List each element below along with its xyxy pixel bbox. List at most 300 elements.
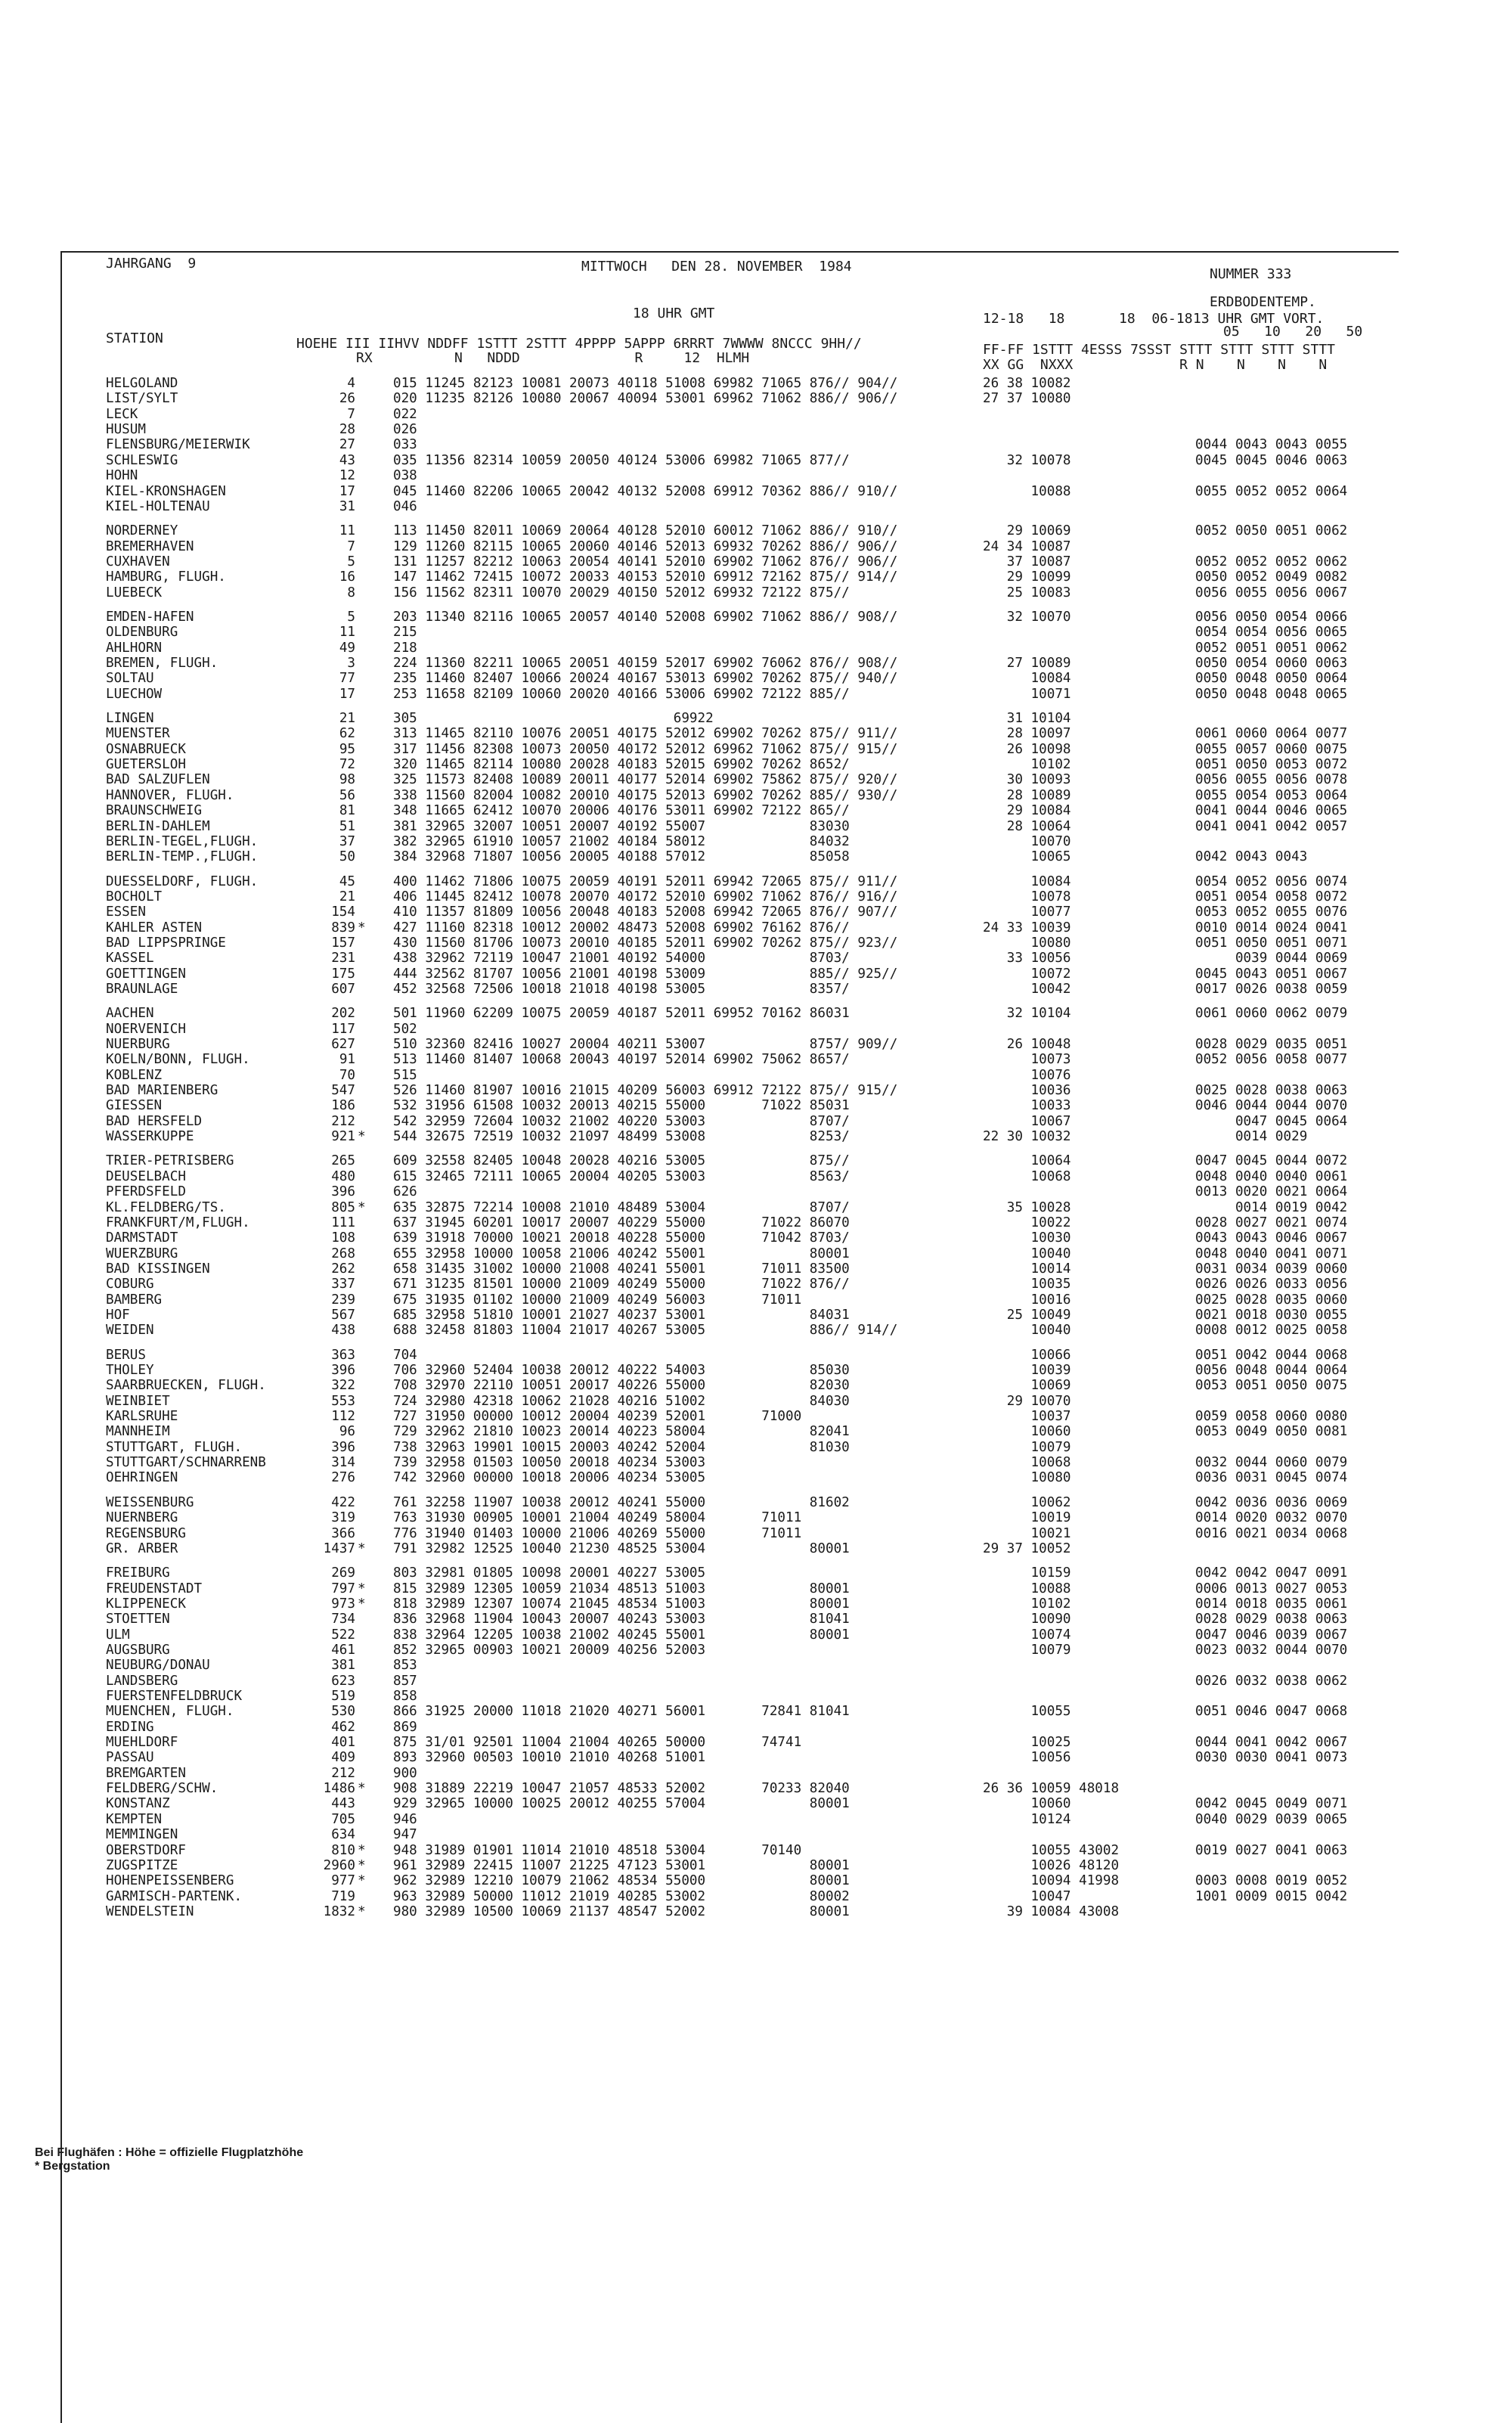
soil-temperatures: 0055 0054 0053 0064	[1195, 787, 1348, 803]
station-height: 72	[339, 757, 355, 773]
observation-groups: 761 32258 11907 10038 20012 40241 55000 81602	[393, 1494, 850, 1510]
observation-groups: 818 32989 12307 10074 21045 48534 51003 80001	[393, 1596, 850, 1612]
soil-temperatures: 0028 0029 0038 0063	[1195, 1612, 1348, 1627]
station-height: 839	[331, 920, 355, 935]
observation-groups: 215	[393, 625, 417, 641]
observation-groups: 033	[393, 437, 417, 453]
wind-temp-groups: 29 10084	[983, 803, 1071, 819]
wind-temp-groups: 10033	[983, 1098, 1071, 1114]
station-name: GOETTINGEN	[106, 966, 186, 982]
station-name: WENDELSTEIN	[106, 1903, 194, 1919]
station-name: HAMBURG, FLUGH.	[106, 569, 226, 585]
station-height: 43	[339, 452, 355, 468]
footnote-mountain: * Bergstation	[35, 2160, 110, 2173]
soil-temperatures: 0061 0060 0064 0077	[1195, 726, 1348, 742]
station-height: 530	[331, 1704, 355, 1720]
mountain-station-mark: *	[358, 1129, 366, 1145]
station-height: 98	[339, 772, 355, 788]
wind-temp-groups: 10072	[983, 966, 1071, 982]
station-height: 319	[331, 1510, 355, 1526]
station-height: 634	[331, 1827, 355, 1843]
wind-temp-groups: 10079	[983, 1439, 1071, 1455]
station-height: 11	[339, 625, 355, 641]
station-height: 7	[347, 406, 355, 422]
soil-temperatures: 0052 0056 0058 0077	[1195, 1052, 1348, 1068]
soil-temperatures: 0056 0055 0056 0078	[1195, 772, 1348, 788]
mountain-station-mark: *	[358, 1540, 366, 1556]
wind-temp-groups: 10124	[983, 1811, 1071, 1827]
station-height: 547	[331, 1083, 355, 1098]
wind-temp-groups: 32 10070	[983, 609, 1071, 625]
observation-groups: 980 32989 10500 10069 21137 48547 52002 80001	[393, 1903, 850, 1919]
station-name: KASSEL	[106, 951, 154, 966]
wind-temp-groups: 10025	[983, 1735, 1071, 1750]
station-name: BAD LIPPSPRINGE	[106, 935, 226, 951]
soil-temperatures: 0053 0049 0050 0081	[1195, 1424, 1348, 1440]
observation-groups: 452 32568 72506 10018 21018 40198 53005 8357/	[393, 981, 850, 997]
observation-groups: 501 11960 62209 10075 20059 40187 52011 69952 70162 86031	[393, 1006, 850, 1022]
ff-header-2: XX GG NXXX R N N N N	[983, 357, 1328, 373]
station-name: BERLIN-TEGEL,FLUGH.	[106, 833, 259, 849]
station-height: 396	[331, 1184, 355, 1200]
observation-groups: 609 32558 82405 10048 20028 40216 53005 875//	[393, 1153, 850, 1169]
wind-temp-groups: 30 10093	[983, 772, 1071, 788]
station-name: SOLTAU	[106, 671, 154, 687]
soil-temperatures: 0045 0043 0051 0067	[1195, 966, 1348, 982]
wind-temp-groups: 10040	[983, 1246, 1071, 1261]
observation-groups: 853	[393, 1658, 417, 1674]
wind-temp-groups: 10055 43002	[983, 1842, 1120, 1858]
observation-groups: 675 31935 01102 10000 21009 40249 56003 71011	[393, 1292, 802, 1308]
station-height: 1486	[323, 1781, 355, 1797]
observation-groups: 858	[393, 1689, 417, 1704]
observation-groups: 427 11160 82318 10012 20002 48473 52008 69902 76162 876//	[393, 920, 850, 935]
station-name: HOHENPEISSENBERG	[106, 1873, 234, 1889]
soil-temperatures: 0039 0044 0069	[1195, 951, 1348, 966]
wind-temp-groups: 10069	[983, 1378, 1071, 1394]
station-height: 108	[331, 1230, 355, 1246]
soil-temperatures: 0023 0032 0044 0070	[1195, 1642, 1348, 1658]
station-name: WEISSENBURG	[106, 1494, 194, 1510]
mountain-station-mark: *	[358, 1857, 366, 1873]
station-height: 62	[339, 726, 355, 742]
station-height: 117	[331, 1021, 355, 1037]
station-name: LECK	[106, 406, 138, 422]
soil-temperatures: 0043 0043 0046 0067	[1195, 1230, 1348, 1246]
soil-temperatures: 0026 0032 0038 0062	[1195, 1673, 1348, 1689]
wind-temp-groups: 24 33 10039	[983, 920, 1071, 935]
observation-groups: 838 32964 12205 10038 21002 40245 55001 80001	[393, 1627, 850, 1643]
soil-temperatures: 0021 0018 0030 0055	[1195, 1307, 1348, 1323]
station-height: 973	[331, 1596, 355, 1612]
soil-temperatures: 0031 0034 0039 0060	[1195, 1261, 1348, 1277]
station-name: KAHLER ASTEN	[106, 920, 203, 935]
station-name: OLDENBURG	[106, 625, 178, 641]
soil-temperatures: 0028 0029 0035 0051	[1195, 1037, 1348, 1052]
wind-temp-groups: 24 34 10087	[983, 538, 1071, 554]
observation-groups: 235 11460 82407 10066 20024 40167 53013 69902 70262 875// 940//	[393, 671, 898, 687]
observation-groups: 444 32562 81707 10056 21001 40198 53009 885// 925//	[393, 966, 898, 982]
soil-temperatures: 0040 0029 0039 0065	[1195, 1811, 1348, 1827]
observation-groups: 320 11465 82114 10080 20028 40183 52015 69902 70262 8652/	[393, 757, 850, 773]
wind-temp-groups: 10076	[983, 1067, 1071, 1083]
wind-temp-groups: 10026 48120	[983, 1857, 1120, 1873]
station-height: 12	[339, 468, 355, 484]
observation-groups: 218	[393, 640, 417, 656]
wind-temp-groups: 10084	[983, 671, 1071, 687]
soil-temperatures: 0056 0055 0056 0067	[1195, 585, 1348, 600]
observation-groups: 655 32958 10000 10058 21006 40242 55001 80001	[393, 1246, 850, 1261]
station-name: NUERNBERG	[106, 1510, 178, 1526]
station-name: LANDSBERG	[106, 1673, 178, 1689]
station-name: HANNOVER, FLUGH.	[106, 787, 234, 803]
wind-temp-groups: 10067	[983, 1113, 1071, 1129]
station-name: ULM	[106, 1627, 130, 1643]
station-height: 322	[331, 1378, 355, 1394]
wind-temp-groups: 32 10104	[983, 1006, 1071, 1022]
station-col-header: STATION	[106, 330, 163, 346]
observation-groups: 325 11573 82408 10089 20011 40177 52014 69902 75862 875// 920//	[393, 772, 898, 788]
station-height: 231	[331, 951, 355, 966]
observation-groups: 131 11257 82212 10063 20054 40141 52010 69902 71062 876// 906//	[393, 554, 898, 569]
observation-groups: 406 11445 82412 10078 20070 40172 52010 69902 71062 876// 916//	[393, 889, 898, 904]
station-height: 519	[331, 1689, 355, 1704]
station-name: DUESSELDORF, FLUGH.	[106, 873, 259, 889]
observation-groups: 671 31235 81501 10000 21009 40249 55000 71022 876//	[393, 1277, 850, 1292]
wind-temp-groups: 10055	[983, 1704, 1071, 1720]
station-height: 977	[331, 1873, 355, 1889]
soil-temperatures: 0041 0041 0042 0057	[1195, 818, 1348, 834]
soil-temperatures: 0048 0040 0040 0061	[1195, 1168, 1348, 1184]
wind-temp-groups: 28 10097	[983, 726, 1071, 742]
wind-temp-groups: 29 37 10052	[983, 1540, 1071, 1556]
station-height: 1437	[323, 1540, 355, 1556]
wind-temp-groups: 26 10098	[983, 741, 1071, 757]
wind-temp-groups: 26 10048	[983, 1037, 1071, 1052]
station-name: BRAUNLAGE	[106, 981, 178, 997]
wind-temp-groups: 10066	[983, 1347, 1071, 1363]
soil-temperatures: 0044 0043 0043 0055	[1195, 437, 1348, 453]
station-height: 705	[331, 1811, 355, 1827]
station-height: 396	[331, 1363, 355, 1378]
station-height: 81	[339, 803, 355, 819]
soil-temperatures: 0042 0043 0043	[1195, 849, 1308, 865]
station-name: FRANKFURT/M,FLUGH.	[106, 1215, 250, 1230]
observation-groups: 113 11450 82011 10069 20064 40128 52010 60012 71062 886// 910//	[393, 523, 898, 539]
wind-temp-groups: 25 10049	[983, 1307, 1071, 1323]
soil-temperatures: 0041 0044 0046 0065	[1195, 803, 1348, 819]
station-height: 112	[331, 1409, 355, 1424]
station-height: 276	[331, 1470, 355, 1486]
station-height: 422	[331, 1494, 355, 1510]
station-height: 37	[339, 833, 355, 849]
soil-temperatures: 0051 0042 0044 0068	[1195, 1347, 1348, 1363]
wind-temp-groups: 10039	[983, 1363, 1071, 1378]
observation-groups: 639 31918 70000 10021 20018 40228 55000 71042 8703/	[393, 1230, 850, 1246]
station-name: GARMISCH-PARTENK.	[106, 1888, 243, 1904]
observation-groups: 317 11456 82308 10073 20050 40172 52012 69962 71062 875// 915//	[393, 741, 898, 757]
wind-temp-groups: 10021	[983, 1525, 1071, 1541]
soil-temperatures: 0051 0050 0051 0071	[1195, 935, 1348, 951]
wind-temp-groups: 10079	[983, 1642, 1071, 1658]
observation-groups: 869	[393, 1719, 417, 1735]
station-name: BREMGARTEN	[106, 1765, 186, 1781]
wind-temp-groups: 10159	[983, 1565, 1071, 1581]
station-name: GIESSEN	[106, 1098, 163, 1114]
station-height: 567	[331, 1307, 355, 1323]
wind-temp-groups: 10102	[983, 757, 1071, 773]
obs-time-header: 18 UHR GMT	[633, 306, 715, 321]
station-name: PFERDSFELD	[106, 1184, 186, 1200]
station-height: 51	[339, 818, 355, 834]
station-height: 50	[339, 849, 355, 865]
mountain-station-mark: *	[358, 1781, 366, 1797]
station-height: 239	[331, 1292, 355, 1308]
station-name: PASSAU	[106, 1750, 154, 1766]
observation-groups: 430 11560 81706 10073 20010 40185 52011 69902 70262 875// 923//	[393, 935, 898, 951]
observation-groups: 866 31925 20000 11018 21020 40271 56001 72841 81041	[393, 1704, 850, 1720]
station-height: 8	[347, 585, 355, 600]
soil-temperatures: 0014 0020 0032 0070	[1195, 1510, 1348, 1526]
station-name: BAD KISSINGEN	[106, 1261, 210, 1277]
station-name: BOCHOLT	[106, 889, 163, 904]
station-height: 1832	[323, 1903, 355, 1919]
station-name: BERUS	[106, 1347, 146, 1363]
col-depths-header: 05 10 20 50	[1223, 324, 1363, 340]
soil-temperatures: 0036 0031 0045 0074	[1195, 1470, 1348, 1486]
wind-temp-groups: 10065	[983, 849, 1071, 865]
station-name: TRIER-PETRISBERG	[106, 1153, 234, 1169]
wind-temp-groups: 31 10104	[983, 711, 1071, 726]
station-name: ESSEN	[106, 904, 146, 920]
station-height: 480	[331, 1168, 355, 1184]
station-name: KONSTANZ	[106, 1796, 170, 1812]
soil-temperatures: 0003 0008 0019 0052	[1195, 1873, 1348, 1889]
soil-temperatures: 0052 0051 0051 0062	[1195, 640, 1348, 656]
wind-temp-groups: 39 10084 43008	[983, 1903, 1120, 1919]
soil-temperatures: 0014 0018 0035 0061	[1195, 1596, 1348, 1612]
station-height: 623	[331, 1673, 355, 1689]
codes-header-2: RX N NDDD R 12 HLMH	[356, 350, 750, 366]
station-name: OBERSTDORF	[106, 1842, 186, 1858]
observation-groups: 739 32958 01503 10050 20018 40234 53003	[393, 1455, 706, 1471]
soil-temperatures: 0050 0048 0050 0064	[1195, 671, 1348, 687]
station-height: 314	[331, 1455, 355, 1471]
observation-groups: 129 11260 82115 10065 20060 40146 52013 69932 70262 886// 906//	[393, 538, 898, 554]
observation-groups: 147 11462 72415 10072 20033 40153 52010 69912 72162 875// 914//	[393, 569, 898, 585]
wind-temp-groups: 27 10089	[983, 656, 1071, 671]
station-height: 461	[331, 1642, 355, 1658]
station-height: 805	[331, 1199, 355, 1215]
station-name: MUEHLDORF	[106, 1735, 178, 1750]
soil-temperatures: 0042 0042 0047 0091	[1195, 1565, 1348, 1581]
observation-groups: 704	[393, 1347, 417, 1363]
mountain-station-mark: *	[358, 1596, 366, 1612]
issue-number: NUMMER 333	[1210, 266, 1292, 282]
station-name: FUERSTENFELDBRUCK	[106, 1689, 243, 1704]
wind-temp-groups: 10056	[983, 1750, 1071, 1766]
station-height: 4	[347, 376, 355, 391]
station-height: 27	[339, 437, 355, 453]
observation-groups: 708 32970 22110 10051 20017 40226 55000 82030	[393, 1378, 850, 1394]
station-name: AUGSBURG	[106, 1642, 170, 1658]
wind-temp-groups: 10071	[983, 686, 1071, 702]
observation-groups: 532 31956 61508 10032 20013 40215 55000 71022 85031	[393, 1098, 850, 1114]
soil-temperatures: 0046 0044 0044 0070	[1195, 1098, 1348, 1114]
observation-groups: 253 11658 82109 10060 20020 40166 53006 69902 72122 885//	[393, 686, 850, 702]
wind-temp-groups: 10084	[983, 873, 1071, 889]
station-height: 157	[331, 935, 355, 951]
footnote-airports: Bei Flughäfen : Höhe = offizielle Flugplatzhöhe	[35, 2146, 304, 2159]
observation-groups: 022	[393, 406, 417, 422]
footnotes	[35, 2146, 303, 2173]
observation-groups: 688 32458 81803 11004 21017 40267 53005 886// 914//	[393, 1323, 898, 1339]
station-height: 16	[339, 569, 355, 585]
observation-groups: 637 31945 60201 10017 20007 40229 55000 71022 86070	[393, 1215, 850, 1230]
station-name: MEMMINGEN	[106, 1827, 178, 1843]
mountain-station-mark: *	[358, 1903, 366, 1919]
station-height: 77	[339, 671, 355, 687]
station-height: 212	[331, 1113, 355, 1129]
soil-temperatures: 0050 0048 0048 0065	[1195, 686, 1348, 702]
station-name: DARMSTADT	[106, 1230, 178, 1246]
station-height: 627	[331, 1037, 355, 1052]
observation-groups: 724 32980 42318 10062 21028 40216 51002 84030	[393, 1393, 850, 1409]
observation-groups: 626	[393, 1184, 417, 1200]
station-name: REGENSBURG	[106, 1525, 186, 1541]
station-name: HOHN	[106, 468, 138, 484]
station-height: 175	[331, 966, 355, 982]
station-height: 28	[339, 422, 355, 438]
mountain-station-mark: *	[358, 920, 366, 935]
observation-groups: 803 32981 01805 10098 20001 40227 53005	[393, 1565, 706, 1581]
station-height: 553	[331, 1393, 355, 1409]
wind-temp-groups: 26 38 10082	[983, 376, 1071, 391]
soil-temperatures: 0054 0052 0056 0074	[1195, 873, 1348, 889]
station-name: OEHRINGEN	[106, 1470, 178, 1486]
wind-temp-groups: 28 10064	[983, 818, 1071, 834]
observation-groups: 203 11340 82116 10065 20057 40140 52008 69902 71062 886// 908//	[393, 609, 898, 625]
observation-groups: 313 11465 82110 10076 20051 40175 52012 69902 70262 875// 911//	[393, 726, 898, 742]
soil-temperatures: 0052 0052 0052 0062	[1195, 554, 1348, 569]
observation-groups: 038	[393, 468, 417, 484]
station-name: KOBLENZ	[106, 1067, 163, 1083]
station-height: 5	[347, 554, 355, 569]
station-name: KARLSRUHE	[106, 1409, 178, 1424]
station-height: 70	[339, 1067, 355, 1083]
soil-temperatures: 0006 0013 0027 0053	[1195, 1581, 1348, 1596]
station-name: WEIDEN	[106, 1323, 154, 1339]
wind-temp-groups: 10090	[983, 1612, 1071, 1627]
station-name: BRAUNSCHWEIG	[106, 803, 203, 819]
soil-temperatures: 0014 0019 0042	[1195, 1199, 1348, 1215]
observation-groups: 438 32962 72119 10047 21001 40192 54000 8703/	[393, 951, 850, 966]
soil-temperatures: 0032 0044 0060 0079	[1195, 1455, 1348, 1471]
wind-temp-groups: 33 10056	[983, 951, 1071, 966]
station-name: LUEBECK	[106, 585, 163, 600]
observation-groups: 685 32958 51810 10001 21027 40237 53001 84031	[393, 1307, 850, 1323]
station-height: 56	[339, 787, 355, 803]
soil-temperatures: 0042 0036 0036 0069	[1195, 1494, 1348, 1510]
wind-temp-groups: 22 30 10032	[983, 1129, 1071, 1145]
station-height: 45	[339, 873, 355, 889]
station-name: STOETTEN	[106, 1612, 170, 1627]
soil-temperatures: 0053 0051 0050 0075	[1195, 1378, 1348, 1394]
soil-temp-header: ERDBODENTEMP.	[1210, 294, 1316, 310]
station-height: 438	[331, 1323, 355, 1339]
observation-groups: 948 31989 01901 11014 21010 48518 53004 70140	[393, 1842, 802, 1858]
observation-groups: 875 31/01 92501 11004 21004 40265 50000 74741	[393, 1735, 802, 1750]
station-name: WUERZBURG	[106, 1246, 178, 1261]
wind-temp-groups: 10088	[983, 483, 1071, 499]
station-name: EMDEN-HAFEN	[106, 609, 194, 625]
station-height: 409	[331, 1750, 355, 1766]
wind-temp-groups: 10070	[983, 833, 1071, 849]
soil-temperatures: 0059 0058 0060 0080	[1195, 1409, 1348, 1424]
observation-groups: 836 32968 11904 10043 20007 40243 53003 81041	[393, 1612, 850, 1627]
station-height: 26	[339, 391, 355, 407]
wind-temp-groups: 37 10087	[983, 554, 1071, 569]
observation-groups: 410 11357 81809 10056 20048 40183 52008 69942 72065 876// 907//	[393, 904, 898, 920]
soil-temperatures: 0014 0029	[1195, 1129, 1308, 1145]
soil-temperatures: 0056 0050 0054 0066	[1195, 609, 1348, 625]
station-height: 95	[339, 741, 355, 757]
station-height: 462	[331, 1719, 355, 1735]
station-name: NORDERNEY	[106, 523, 178, 539]
station-name: GR. ARBER	[106, 1540, 178, 1556]
soil-temperatures: 0019 0027 0041 0063	[1195, 1842, 1348, 1858]
wind-temp-groups: 10047	[983, 1888, 1071, 1904]
observation-groups: 900	[393, 1765, 417, 1781]
station-name: OSNABRUECK	[106, 741, 186, 757]
station-height: 31	[339, 498, 355, 514]
wind-temp-groups: 10080	[983, 1470, 1071, 1486]
station-name: KOELN/BONN, FLUGH.	[106, 1052, 250, 1068]
station-height: 17	[339, 483, 355, 499]
wind-temp-groups: 10022	[983, 1215, 1071, 1230]
observation-groups: 510 32360 82416 10027 20004 40211 53007 8757/ 909//	[393, 1037, 898, 1052]
observation-groups: 852 32965 00903 10021 20009 40256 52003	[393, 1642, 706, 1658]
station-height: 381	[331, 1658, 355, 1674]
station-name: ZUGSPITZE	[106, 1857, 178, 1873]
station-name: BREMERHAVEN	[106, 538, 194, 554]
observation-groups: 156 11562 82311 10070 20029 40150 52012 69932 72122 875//	[393, 585, 850, 600]
station-name: BAMBERG	[106, 1292, 163, 1308]
observation-groups: 776 31940 01403 10000 21006 40269 55000 71011	[393, 1525, 802, 1541]
soil-temperatures: 0044 0041 0042 0067	[1195, 1735, 1348, 1750]
station-height: 17	[339, 686, 355, 702]
station-height: 396	[331, 1439, 355, 1455]
station-name: AHLHORN	[106, 640, 163, 656]
station-height: 265	[331, 1153, 355, 1169]
wind-temp-groups: 10037	[983, 1409, 1071, 1424]
station-name: COBURG	[106, 1277, 154, 1292]
observation-groups: 893 32960 00503 10010 21010 40268 51001	[393, 1750, 706, 1766]
station-name: BAD HERSFELD	[106, 1113, 203, 1129]
soil-temperatures: 0042 0045 0049 0071	[1195, 1796, 1348, 1812]
wind-temp-groups: 10094 41998	[983, 1873, 1120, 1889]
station-height: 3	[347, 656, 355, 671]
wind-temp-groups: 25 10083	[983, 585, 1071, 600]
wind-temp-groups: 10078	[983, 889, 1071, 904]
station-height: 186	[331, 1098, 355, 1114]
observation-groups: 815 32989 12305 10059 21034 48513 51003 80001	[393, 1581, 850, 1596]
soil-temperatures: 0056 0048 0044 0064	[1195, 1363, 1348, 1378]
observation-groups: 526 11460 81907 10016 21015 40209 56003 69912 72122 875// 915//	[393, 1083, 898, 1098]
observation-groups: 026	[393, 422, 417, 438]
observation-groups: 515	[393, 1067, 417, 1083]
station-name: SCHLESWIG	[106, 452, 178, 468]
